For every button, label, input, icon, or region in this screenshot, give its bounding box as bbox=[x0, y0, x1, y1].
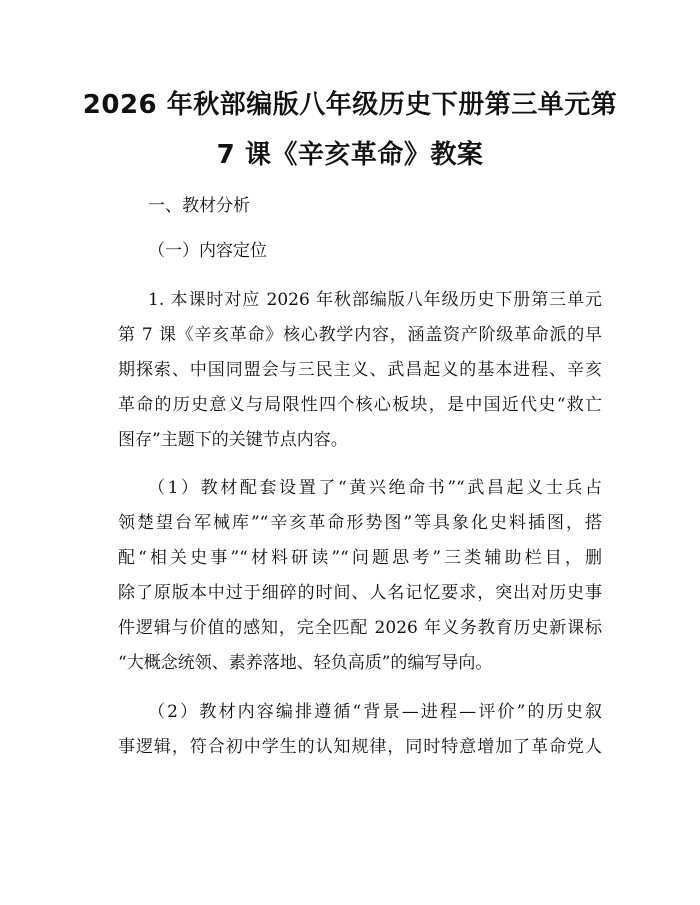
paragraph-2-line: 除了原版本中过于细碎的时间、人名记忆要求，突出对历史事 bbox=[118, 583, 602, 603]
paragraph-1-line: 图存”主题下的关键节点内容。 bbox=[118, 430, 348, 450]
paragraph-1-line: 期探索、中国同盟会与三民主义、武昌起义的基本进程、辛亥 bbox=[118, 360, 602, 380]
paragraph-2-line: （1）教材配套设置了“黄兴绝命书”“武昌起义士兵占 bbox=[148, 478, 602, 498]
paragraph-1-line: 1. 本课时对应 2026 年秋部编版八年级历史下册第三单元 bbox=[148, 290, 602, 310]
section-heading-textbook-analysis: 一、教材分析 bbox=[148, 196, 250, 216]
paragraph-1-line: 革命的历史意义与局限性四个核心板块，是中国近代史“救亡 bbox=[118, 395, 602, 415]
paragraph-3-line: （2）教材内容编排遵循“背景—进程—评价”的历史叙 bbox=[148, 702, 602, 722]
paragraph-2-line: 领楚望台军械库”“辛亥革命形势图”等具象化史料插图，搭 bbox=[118, 513, 602, 533]
paragraph-2-line: 配“相关史事”“材料研读”“问题思考”三类辅助栏目，删 bbox=[118, 548, 602, 568]
document-title-line-2: 7 课《辛亥革命》教案 bbox=[216, 140, 484, 170]
subsection-heading-content-positioning: （一）内容定位 bbox=[148, 241, 267, 261]
paragraph-2-line: 件逻辑与价值的感知，完全匹配 2026 年义务教育历史新课标 bbox=[118, 618, 602, 638]
paragraph-2-line: “大概念统领、素养落地、轻负高质”的编写导向。 bbox=[118, 653, 493, 673]
paragraph-1-line: 第 7 课《辛亥革命》核心教学内容，涵盖资产阶级革命派的早 bbox=[118, 325, 602, 345]
paragraph-3-line: 事逻辑，符合初中学生的认知规律，同时特意增加了革命党人 bbox=[118, 737, 602, 757]
document-title-line-1: 2026 年秋部编版八年级历史下册第三单元第 bbox=[82, 90, 618, 120]
